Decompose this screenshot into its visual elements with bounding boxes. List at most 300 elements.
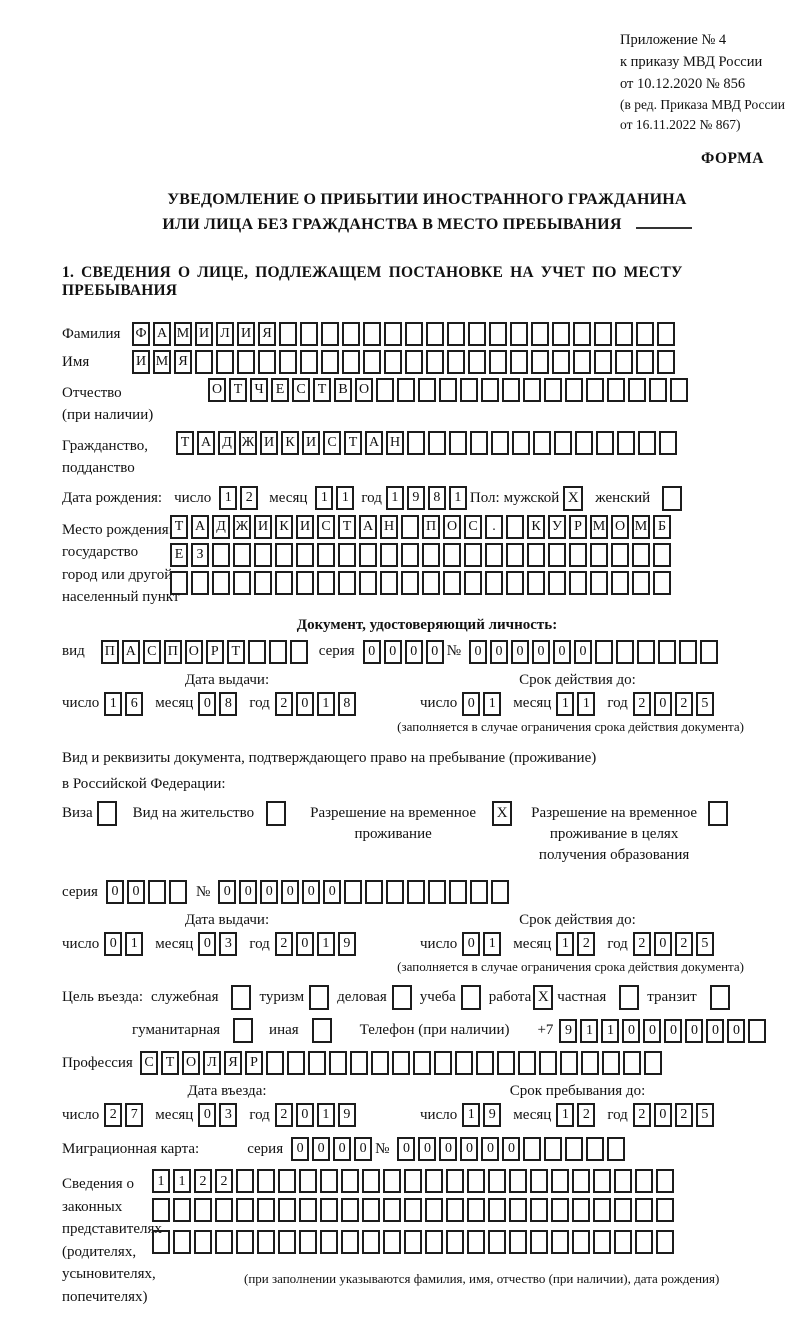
char-cell[interactable]: [329, 1051, 347, 1075]
char-cell[interactable]: С: [143, 640, 161, 664]
birth-day-cells[interactable]: [219, 486, 261, 510]
char-cell[interactable]: С: [292, 378, 310, 402]
char-cell[interactable]: [269, 640, 287, 664]
char-cell[interactable]: [656, 1169, 674, 1193]
char-cell[interactable]: 7: [125, 1103, 143, 1127]
char-cell[interactable]: 0: [553, 640, 571, 664]
char-cell[interactable]: [573, 322, 591, 346]
char-cell[interactable]: П: [101, 640, 119, 664]
char-cell[interactable]: 1: [601, 1019, 619, 1043]
char-cell[interactable]: [363, 350, 381, 374]
char-cell[interactable]: 9: [338, 932, 356, 956]
char-cell[interactable]: [523, 378, 541, 402]
birth-place-line3-cells[interactable]: [170, 571, 674, 595]
char-cell[interactable]: [215, 1198, 233, 1222]
doc-series-cells[interactable]: [363, 640, 447, 664]
char-cell[interactable]: [635, 1169, 653, 1193]
id-valid-month-cells[interactable]: [556, 692, 598, 716]
char-cell[interactable]: [341, 1230, 359, 1254]
char-cell[interactable]: [321, 350, 339, 374]
char-cell[interactable]: [502, 378, 520, 402]
char-cell[interactable]: [617, 431, 635, 455]
char-cell[interactable]: Я: [258, 322, 276, 346]
char-cell[interactable]: 2: [633, 692, 651, 716]
birth-year-cells[interactable]: [386, 486, 470, 510]
char-cell[interactable]: [509, 1198, 527, 1222]
char-cell[interactable]: [446, 1169, 464, 1193]
name-cells[interactable]: [132, 350, 678, 374]
char-cell[interactable]: [341, 1169, 359, 1193]
char-cell[interactable]: [341, 1198, 359, 1222]
char-cell[interactable]: [299, 1230, 317, 1254]
char-cell[interactable]: [653, 543, 671, 567]
char-cell[interactable]: [544, 378, 562, 402]
purpose-official-checkbox[interactable]: [231, 985, 251, 1010]
char-cell[interactable]: [392, 1051, 410, 1075]
char-cell[interactable]: [169, 880, 187, 904]
char-cell[interactable]: [533, 431, 551, 455]
char-cell[interactable]: [569, 571, 587, 595]
res-issue-month-cells[interactable]: [198, 932, 240, 956]
char-cell[interactable]: 0: [198, 692, 216, 716]
char-cell[interactable]: С: [323, 431, 341, 455]
char-cell[interactable]: С: [317, 515, 335, 539]
char-cell[interactable]: [258, 350, 276, 374]
char-cell[interactable]: 0: [654, 692, 672, 716]
char-cell[interactable]: 1: [336, 486, 354, 510]
char-cell[interactable]: Т: [229, 378, 247, 402]
char-cell[interactable]: [342, 322, 360, 346]
char-cell[interactable]: 0: [363, 640, 381, 664]
char-cell[interactable]: [233, 543, 251, 567]
char-cell[interactable]: [602, 1051, 620, 1075]
char-cell[interactable]: 5: [696, 932, 714, 956]
char-cell[interactable]: [449, 431, 467, 455]
char-cell[interactable]: И: [237, 322, 255, 346]
char-cell[interactable]: 0: [490, 640, 508, 664]
char-cell[interactable]: [512, 431, 530, 455]
char-cell[interactable]: [418, 378, 436, 402]
char-cell[interactable]: 0: [218, 880, 236, 904]
char-cell[interactable]: 2: [215, 1169, 233, 1193]
char-cell[interactable]: [530, 1198, 548, 1222]
char-cell[interactable]: 0: [384, 640, 402, 664]
char-cell[interactable]: А: [359, 515, 377, 539]
char-cell[interactable]: [530, 1230, 548, 1254]
migration-number-cells[interactable]: [397, 1137, 628, 1161]
char-cell[interactable]: 8: [428, 486, 446, 510]
doc-kind-cells[interactable]: [101, 640, 311, 664]
char-cell[interactable]: 1: [483, 932, 501, 956]
char-cell[interactable]: 5: [696, 692, 714, 716]
char-cell[interactable]: [565, 378, 583, 402]
char-cell[interactable]: 2: [675, 692, 693, 716]
char-cell[interactable]: [657, 322, 675, 346]
char-cell[interactable]: Н: [386, 431, 404, 455]
residence-permit-checkbox[interactable]: [266, 801, 286, 826]
char-cell[interactable]: [635, 1230, 653, 1254]
char-cell[interactable]: 2: [675, 932, 693, 956]
char-cell[interactable]: Т: [161, 1051, 179, 1075]
sex-male-checkbox[interactable]: X: [563, 486, 583, 511]
char-cell[interactable]: 2: [577, 1103, 595, 1127]
char-cell[interactable]: [700, 640, 718, 664]
char-cell[interactable]: 9: [559, 1019, 577, 1043]
char-cell[interactable]: Т: [227, 640, 245, 664]
doc-number-cells[interactable]: [469, 640, 721, 664]
char-cell[interactable]: [425, 1169, 443, 1193]
char-cell[interactable]: [510, 350, 528, 374]
char-cell[interactable]: [300, 322, 318, 346]
char-cell[interactable]: 2: [275, 1103, 293, 1127]
char-cell[interactable]: [380, 571, 398, 595]
char-cell[interactable]: [257, 1198, 275, 1222]
char-cell[interactable]: [615, 350, 633, 374]
char-cell[interactable]: [317, 543, 335, 567]
char-cell[interactable]: [539, 1051, 557, 1075]
purpose-private-checkbox[interactable]: [619, 985, 639, 1010]
char-cell[interactable]: [468, 322, 486, 346]
char-cell[interactable]: [632, 571, 650, 595]
birth-place-line2-cells[interactable]: [170, 543, 674, 567]
char-cell[interactable]: В: [334, 378, 352, 402]
char-cell[interactable]: 0: [239, 880, 257, 904]
char-cell[interactable]: И: [296, 515, 314, 539]
char-cell[interactable]: 0: [260, 880, 278, 904]
char-cell[interactable]: [401, 571, 419, 595]
char-cell[interactable]: [572, 1198, 590, 1222]
char-cell[interactable]: Ф: [132, 322, 150, 346]
char-cell[interactable]: И: [260, 431, 278, 455]
char-cell[interactable]: [489, 350, 507, 374]
char-cell[interactable]: [488, 1198, 506, 1222]
char-cell[interactable]: [656, 1230, 674, 1254]
char-cell[interactable]: 1: [317, 932, 335, 956]
char-cell[interactable]: 0: [302, 880, 320, 904]
char-cell[interactable]: Ж: [233, 515, 251, 539]
char-cell[interactable]: 0: [532, 640, 550, 664]
char-cell[interactable]: [506, 543, 524, 567]
char-cell[interactable]: [362, 1198, 380, 1222]
char-cell[interactable]: [422, 543, 440, 567]
char-cell[interactable]: [317, 571, 335, 595]
char-cell[interactable]: [308, 1051, 326, 1075]
char-cell[interactable]: 6: [125, 692, 143, 716]
char-cell[interactable]: Я: [174, 350, 192, 374]
char-cell[interactable]: А: [191, 515, 209, 539]
char-cell[interactable]: [425, 1230, 443, 1254]
char-cell[interactable]: К: [281, 431, 299, 455]
char-cell[interactable]: [428, 880, 446, 904]
representatives-line1-cells[interactable]: [152, 1169, 677, 1193]
purpose-work-checkbox[interactable]: X: [533, 985, 553, 1010]
patronymic-cells[interactable]: [208, 378, 691, 402]
char-cell[interactable]: М: [632, 515, 650, 539]
char-cell[interactable]: М: [174, 322, 192, 346]
char-cell[interactable]: [659, 431, 677, 455]
char-cell[interactable]: [404, 1230, 422, 1254]
char-cell[interactable]: [320, 1198, 338, 1222]
char-cell[interactable]: [380, 543, 398, 567]
purpose-tourism-checkbox[interactable]: [309, 985, 329, 1010]
char-cell[interactable]: [485, 543, 503, 567]
char-cell[interactable]: Б: [653, 515, 671, 539]
char-cell[interactable]: [384, 322, 402, 346]
char-cell[interactable]: [467, 1198, 485, 1222]
char-cell[interactable]: [405, 350, 423, 374]
char-cell[interactable]: [670, 378, 688, 402]
char-cell[interactable]: О: [182, 1051, 200, 1075]
char-cell[interactable]: [586, 1137, 604, 1161]
char-cell[interactable]: С: [140, 1051, 158, 1075]
char-cell[interactable]: [614, 1230, 632, 1254]
char-cell[interactable]: [470, 431, 488, 455]
char-cell[interactable]: [554, 431, 572, 455]
char-cell[interactable]: 1: [577, 692, 595, 716]
char-cell[interactable]: [575, 431, 593, 455]
char-cell[interactable]: 1: [219, 486, 237, 510]
char-cell[interactable]: 2: [577, 932, 595, 956]
char-cell[interactable]: [467, 1230, 485, 1254]
char-cell[interactable]: [296, 571, 314, 595]
char-cell[interactable]: [407, 431, 425, 455]
char-cell[interactable]: [365, 880, 383, 904]
char-cell[interactable]: [296, 543, 314, 567]
char-cell[interactable]: 0: [706, 1019, 724, 1043]
char-cell[interactable]: И: [254, 515, 272, 539]
char-cell[interactable]: [658, 640, 676, 664]
char-cell[interactable]: К: [527, 515, 545, 539]
char-cell[interactable]: [254, 543, 272, 567]
char-cell[interactable]: [644, 1051, 662, 1075]
char-cell[interactable]: Т: [170, 515, 188, 539]
char-cell[interactable]: [236, 1169, 254, 1193]
char-cell[interactable]: [632, 543, 650, 567]
char-cell[interactable]: П: [422, 515, 440, 539]
temp-residence-checkbox[interactable]: X: [492, 801, 512, 826]
char-cell[interactable]: [362, 1230, 380, 1254]
char-cell[interactable]: [551, 1169, 569, 1193]
char-cell[interactable]: 3: [219, 932, 237, 956]
char-cell[interactable]: [491, 431, 509, 455]
char-cell[interactable]: [422, 571, 440, 595]
char-cell[interactable]: 2: [194, 1169, 212, 1193]
id-valid-day-cells[interactable]: [462, 692, 504, 716]
char-cell[interactable]: Ж: [239, 431, 257, 455]
char-cell[interactable]: [551, 1198, 569, 1222]
char-cell[interactable]: А: [197, 431, 215, 455]
char-cell[interactable]: [593, 1230, 611, 1254]
char-cell[interactable]: [569, 543, 587, 567]
representatives-line3-cells[interactable]: [152, 1230, 677, 1254]
char-cell[interactable]: 3: [219, 1103, 237, 1127]
char-cell[interactable]: 1: [580, 1019, 598, 1043]
char-cell[interactable]: [616, 640, 634, 664]
char-cell[interactable]: 0: [418, 1137, 436, 1161]
char-cell[interactable]: [236, 1198, 254, 1222]
char-cell[interactable]: [572, 1169, 590, 1193]
char-cell[interactable]: [656, 1198, 674, 1222]
char-cell[interactable]: .: [485, 515, 503, 539]
char-cell[interactable]: [363, 322, 381, 346]
char-cell[interactable]: [413, 1051, 431, 1075]
char-cell[interactable]: Т: [176, 431, 194, 455]
char-cell[interactable]: 1: [152, 1169, 170, 1193]
representatives-line2-cells[interactable]: [152, 1198, 677, 1222]
char-cell[interactable]: А: [122, 640, 140, 664]
citizenship-cells[interactable]: [176, 431, 680, 455]
res-valid-day-cells[interactable]: [462, 932, 504, 956]
char-cell[interactable]: [152, 1230, 170, 1254]
id-issue-day-cells[interactable]: [104, 692, 146, 716]
char-cell[interactable]: [527, 571, 545, 595]
char-cell[interactable]: 1: [449, 486, 467, 510]
char-cell[interactable]: 0: [312, 1137, 330, 1161]
char-cell[interactable]: 1: [556, 1103, 574, 1127]
char-cell[interactable]: 0: [574, 640, 592, 664]
char-cell[interactable]: [470, 880, 488, 904]
char-cell[interactable]: [384, 350, 402, 374]
char-cell[interactable]: У: [548, 515, 566, 539]
char-cell[interactable]: [233, 571, 251, 595]
entry-month-cells[interactable]: [198, 1103, 240, 1127]
char-cell[interactable]: И: [132, 350, 150, 374]
char-cell[interactable]: 0: [296, 1103, 314, 1127]
res-number-cells[interactable]: [218, 880, 512, 904]
char-cell[interactable]: 0: [643, 1019, 661, 1043]
char-cell[interactable]: [338, 571, 356, 595]
char-cell[interactable]: [300, 350, 318, 374]
char-cell[interactable]: О: [443, 515, 461, 539]
temp-residence-education-checkbox[interactable]: [708, 801, 728, 826]
char-cell[interactable]: Т: [338, 515, 356, 539]
char-cell[interactable]: 0: [511, 640, 529, 664]
char-cell[interactable]: [236, 1230, 254, 1254]
res-issue-day-cells[interactable]: [104, 932, 146, 956]
purpose-study-checkbox[interactable]: [461, 985, 481, 1010]
char-cell[interactable]: [596, 431, 614, 455]
char-cell[interactable]: [439, 378, 457, 402]
res-issue-year-cells[interactable]: [275, 932, 359, 956]
char-cell[interactable]: [401, 515, 419, 539]
char-cell[interactable]: [152, 1198, 170, 1222]
migration-series-cells[interactable]: [291, 1137, 375, 1161]
char-cell[interactable]: 1: [125, 932, 143, 956]
char-cell[interactable]: [581, 1051, 599, 1075]
char-cell[interactable]: [467, 1169, 485, 1193]
char-cell[interactable]: 0: [323, 880, 341, 904]
char-cell[interactable]: З: [191, 543, 209, 567]
char-cell[interactable]: [552, 322, 570, 346]
stay-day-cells[interactable]: [462, 1103, 504, 1127]
char-cell[interactable]: 0: [502, 1137, 520, 1161]
char-cell[interactable]: 1: [483, 692, 501, 716]
char-cell[interactable]: [383, 1198, 401, 1222]
char-cell[interactable]: [434, 1051, 452, 1075]
char-cell[interactable]: [565, 1137, 583, 1161]
purpose-humanitarian-checkbox[interactable]: [233, 1018, 253, 1043]
char-cell[interactable]: [279, 350, 297, 374]
char-cell[interactable]: [344, 880, 362, 904]
char-cell[interactable]: [278, 1198, 296, 1222]
char-cell[interactable]: [279, 322, 297, 346]
char-cell[interactable]: 0: [291, 1137, 309, 1161]
char-cell[interactable]: [383, 1169, 401, 1193]
char-cell[interactable]: 1: [556, 932, 574, 956]
char-cell[interactable]: 8: [219, 692, 237, 716]
char-cell[interactable]: [278, 1169, 296, 1193]
char-cell[interactable]: [653, 571, 671, 595]
char-cell[interactable]: 0: [469, 640, 487, 664]
char-cell[interactable]: [320, 1230, 338, 1254]
char-cell[interactable]: Т: [313, 378, 331, 402]
char-cell[interactable]: [464, 543, 482, 567]
char-cell[interactable]: [497, 1051, 515, 1075]
char-cell[interactable]: [614, 1198, 632, 1222]
char-cell[interactable]: 9: [483, 1103, 501, 1127]
char-cell[interactable]: [481, 378, 499, 402]
char-cell[interactable]: Е: [271, 378, 289, 402]
char-cell[interactable]: 2: [240, 486, 258, 510]
char-cell[interactable]: М: [590, 515, 608, 539]
char-cell[interactable]: 2: [275, 932, 293, 956]
char-cell[interactable]: [637, 640, 655, 664]
char-cell[interactable]: [560, 1051, 578, 1075]
res-series-cells[interactable]: [106, 880, 190, 904]
char-cell[interactable]: 1: [315, 486, 333, 510]
char-cell[interactable]: [350, 1051, 368, 1075]
char-cell[interactable]: Н: [380, 515, 398, 539]
char-cell[interactable]: С: [464, 515, 482, 539]
char-cell[interactable]: [551, 1230, 569, 1254]
purpose-transit-checkbox[interactable]: [710, 985, 730, 1010]
birth-month-cells[interactable]: [315, 486, 357, 510]
res-valid-year-cells[interactable]: [633, 932, 717, 956]
char-cell[interactable]: 0: [296, 692, 314, 716]
char-cell[interactable]: 1: [556, 692, 574, 716]
char-cell[interactable]: О: [355, 378, 373, 402]
char-cell[interactable]: [489, 322, 507, 346]
char-cell[interactable]: Р: [245, 1051, 263, 1075]
char-cell[interactable]: 0: [460, 1137, 478, 1161]
char-cell[interactable]: [321, 322, 339, 346]
char-cell[interactable]: [404, 1198, 422, 1222]
char-cell[interactable]: [491, 880, 509, 904]
char-cell[interactable]: [248, 640, 266, 664]
char-cell[interactable]: [523, 1137, 541, 1161]
char-cell[interactable]: 2: [675, 1103, 693, 1127]
char-cell[interactable]: [257, 1169, 275, 1193]
char-cell[interactable]: [455, 1051, 473, 1075]
char-cell[interactable]: Р: [569, 515, 587, 539]
char-cell[interactable]: [506, 515, 524, 539]
char-cell[interactable]: [446, 1198, 464, 1222]
char-cell[interactable]: 0: [439, 1137, 457, 1161]
char-cell[interactable]: [371, 1051, 389, 1075]
char-cell[interactable]: [531, 322, 549, 346]
char-cell[interactable]: [593, 1169, 611, 1193]
char-cell[interactable]: [215, 1230, 233, 1254]
char-cell[interactable]: 1: [173, 1169, 191, 1193]
char-cell[interactable]: [748, 1019, 766, 1043]
phone-cells[interactable]: [559, 1019, 769, 1043]
char-cell[interactable]: [485, 571, 503, 595]
char-cell[interactable]: 0: [104, 932, 122, 956]
char-cell[interactable]: [593, 1198, 611, 1222]
char-cell[interactable]: 0: [354, 1137, 372, 1161]
char-cell[interactable]: Я: [224, 1051, 242, 1075]
char-cell[interactable]: Е: [170, 543, 188, 567]
